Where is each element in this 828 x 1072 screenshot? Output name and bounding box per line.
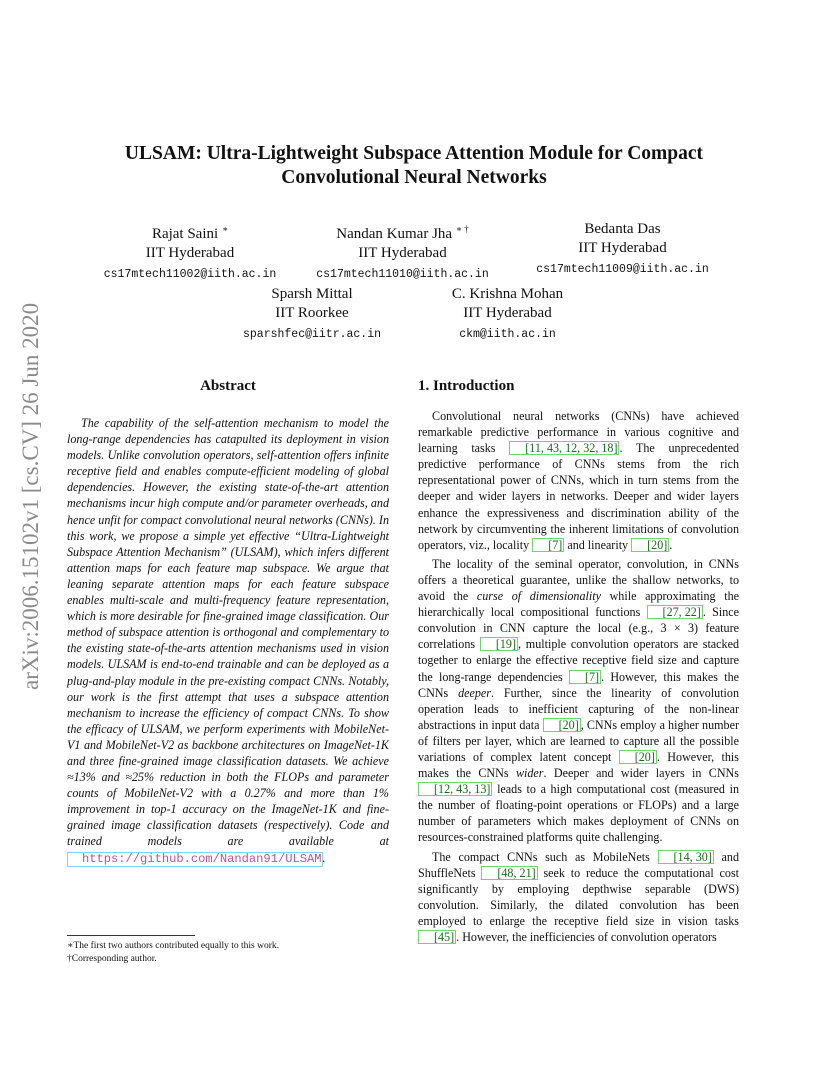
abstract-heading: Abstract bbox=[200, 378, 256, 394]
author-block bbox=[232, 285, 392, 344]
citation-link[interactable]: [7] bbox=[569, 670, 601, 684]
author-affiliation: IIT Hyderabad bbox=[358, 245, 447, 261]
citation-link[interactable]: [27, 22] bbox=[647, 605, 703, 619]
title-line-1: ULSAM: Ultra-Lightweight Subspace Attention Module for Compact bbox=[124, 143, 704, 164]
author-block bbox=[525, 220, 720, 279]
text-run: , CNNs employ a higher number of filters per layer, which are learned to capture all the possible variations of complex latent concept bbox=[418, 717, 739, 764]
citation-link[interactable]: [19] bbox=[480, 637, 518, 651]
author-email: sparshfec@iitr.ac.in bbox=[242, 328, 382, 341]
text-run: . However, the inefficiencies of convolution operators bbox=[456, 930, 717, 944]
text-run: The compact CNNs such as MobileNets bbox=[432, 849, 658, 864]
text-run: and linearity bbox=[564, 537, 632, 552]
author-affiliation: IIT Hyderabad bbox=[578, 240, 667, 256]
emphasis: deeper bbox=[458, 685, 491, 700]
text-run: Convolutional neural networks (CNNs) have achieved remarkable predictive performance in various cognitive and learning tasks bbox=[418, 409, 739, 456]
emphasis: wider bbox=[515, 766, 544, 781]
footnote: †Corresponding author. bbox=[67, 954, 157, 964]
author-name: Sparsh Mittal bbox=[271, 286, 353, 302]
author-block bbox=[100, 220, 280, 284]
intro-body bbox=[418, 408, 739, 948]
intro-heading: 1. Introduction bbox=[418, 378, 515, 394]
author-name: Nandan Kumar Jha bbox=[336, 226, 453, 242]
author-name: Bedanta Das bbox=[584, 221, 661, 237]
paper-title bbox=[0, 142, 828, 190]
author-affiliation: IIT Hyderabad bbox=[145, 245, 235, 261]
intro-paragraph bbox=[418, 849, 739, 946]
author-block bbox=[305, 220, 500, 284]
text-run: and ShuffleNets bbox=[418, 849, 739, 880]
code-link[interactable]: https://github.com/Nandan91/ULSAM bbox=[67, 852, 323, 867]
text-run: . bbox=[669, 537, 673, 552]
text-run: seek to reduce the computational cost significantly by employing depthwise separable (DWS) convolution. Similarly, the dilated convolution has been employed to enlarge the receptive field size in vision tasks bbox=[418, 865, 740, 928]
author-name: Rajat Saini bbox=[151, 226, 219, 242]
text-run: . However, this makes the CNNs bbox=[418, 749, 739, 781]
author-email: ckm@iith.ac.in bbox=[459, 328, 556, 341]
footnote-rule bbox=[67, 935, 195, 936]
citation-link[interactable]: [45] bbox=[418, 930, 456, 944]
abstract-text: The capability of the self-attention mechanism to model the long-range dependencies has catapulted its deployment in vision models. Unlike convolution operators, self-attention offers infinite receptive field and enables compute-efficient modeling of global dependencies. However, the existing state-of-the-art attention mechanisms incur high compute and/or parameter overheads, and hence unfit for compact convolutional neural networks (CNNs). In this work, we propose a simple yet effective “Ultra-Lightweight Subspace Attention Mechanism” (ULSAM), which infers different attention maps for each feature map subspace. We argue that leaning separate attention maps for each feature subspace enables multi-scale and multi-frequency feature representation, which is more desirable for fine-grained image classification. Our method of subspace attention is orthogonal and complementary to the existing state-of-the-arts attention mechanisms used in vision models. ULSAM is end-to-end trainable and can be deployed as a plug-and-play module in the pre-existing compact CNNs. Notably, our work is the first attempt that uses a subspace attention mechanism to increase the efficiency of compact CNNs. To show the efficacy of ULSAM, we perform experiments with MobileNet-V1 and MobileNet-V2 as backbone architectures on ImageNet-1K and three fine-grained image classification datasets. We achieve ≈13% and ≈25% reduction in both the FLOPs and parameter counts of MobileNet-V2 with a 0.27% and more than 1% improvement in top-1 accuracy on the ImageNet-1K and fine-grained image classification datasets (respectively). Code and trained models are available at bbox=[67, 416, 389, 849]
text-run: . Deeper and wider layers in CNNs bbox=[543, 766, 739, 781]
author-block bbox=[420, 285, 595, 344]
text-run: . The unprecedented predictive performance of CNNs stems from the rich representational power of CNNs, which in turn stems from the deeper and wider layers in networks. Deeper and wider layers enhance the expressiveness and discrimination ability of the network by circumventing the inherent limitations of convolution operators, viz., locality bbox=[418, 441, 739, 552]
arxiv-stamp-text: arXiv:2006.15102v1 [cs.CV] 26 Jun 2020 bbox=[18, 302, 43, 690]
author-email: cs17mtech11002@iith.ac.in bbox=[103, 268, 277, 281]
text-run: . Further, since the linearity of convolution operation leads to inefficient capturing of the non-linear abstractions in input data bbox=[418, 685, 740, 732]
text-run: The locality of the seminal operator, convolution, in CNNs offers a theoretical guarantee, unlike the shallow networks, to avoid the bbox=[418, 556, 739, 604]
intro-paragraph bbox=[418, 408, 739, 553]
citation-link[interactable]: [11, 43, 12, 32, 18] bbox=[509, 441, 619, 455]
author-mark: ∗ bbox=[221, 224, 229, 234]
author-mark: ∗ † bbox=[455, 224, 469, 234]
arxiv-stamp bbox=[18, 290, 58, 690]
text-run: leads to a high computational cost (measured in the number of floating-point operations or FLOPs) and a large number of parameters which makes deployment of CNNs on resources-constrained platforms quite challenging. bbox=[418, 782, 739, 845]
intro-paragraph bbox=[418, 556, 739, 846]
citation-link[interactable]: [20] bbox=[631, 538, 669, 552]
citation-link[interactable]: [7] bbox=[532, 538, 564, 552]
emphasis: curse of dimensionality bbox=[476, 589, 601, 604]
citation-link[interactable]: [14, 30] bbox=[658, 850, 714, 864]
author-name: C. Krishna Mohan bbox=[451, 286, 564, 302]
text-run: , multiple convolution operators are stacked together to enlarge the effective receptive field size and capture the long-range dependencies bbox=[418, 637, 740, 684]
text-run: . However, this makes the CNNs bbox=[418, 669, 739, 700]
author-affiliation: IIT Hyderabad bbox=[463, 305, 552, 321]
author-email: cs17mtech11009@iith.ac.in bbox=[536, 263, 709, 276]
title-line-2: Convolutional Neural Networks bbox=[281, 167, 547, 188]
abstract-body: The capability of the self-attention mechanism to model the long-range dependencies has catapulted its deployment in vision models. Unlike convolution operators, self-attention offers infinite receptive field and enables compute-efficient modeling of global dependencies. However, the existing state-of-the-art attention mechanisms incur high compute and/or parameter overheads, and hence unfit for compact convolutional neural networks (CNNs). In this work, we propose a simple yet effective “Ultra-Lightweight Subspace Attention Mechanism” (ULSAM), which infers different attention maps for each feature map subspace. We argue that leaning separate attention maps for each feature subspace enables multi-scale and multi-frequency feature representation, which is more desirable for fine-grained image classification. Our method of subspace attention is orthogonal and complementary to the existing state-of-the-arts attention mechanisms used in vision models. ULSAM is end-to-end trainable and can be deployed as a plug-and-play module in the pre-existing compact CNNs. Notably, our work is the first attempt that uses a subspace attention mechanism to increase the efficiency of compact CNNs. To show the efficacy of ULSAM, we perform experiments with MobileNet-V1 and MobileNet-V2 as backbone architectures on ImageNet-1K and three fine-grained image classification datasets. We achieve ≈13% and ≈25% reduction in both the FLOPs and parameter counts of MobileNet-V2 with a 0.27% and more than 1% improvement in top-1 accuracy on the ImageNet-1K and fine-grained image classification datasets (respectively). Code and trained models are available at https://github.com/Nandan91/ULSAM. bbox=[67, 416, 389, 866]
author-email: cs17mtech11010@iith.ac.in bbox=[316, 268, 489, 281]
citation-link[interactable]: [12, 43, 13] bbox=[418, 782, 492, 796]
citation-link[interactable]: [20] bbox=[543, 718, 581, 732]
citation-link[interactable]: [48, 21] bbox=[481, 866, 537, 880]
footnote: ∗The first two authors contributed equally to this work. bbox=[67, 941, 279, 951]
text-run: . Since convolution in CNN capture the local (e.g., 3 × 3) feature correlations bbox=[418, 605, 739, 652]
text-run: while approximating the hierarchically local compositional functions bbox=[418, 589, 739, 620]
author-affiliation: IIT Roorkee bbox=[275, 305, 349, 321]
citation-link[interactable]: [20] bbox=[619, 750, 657, 764]
